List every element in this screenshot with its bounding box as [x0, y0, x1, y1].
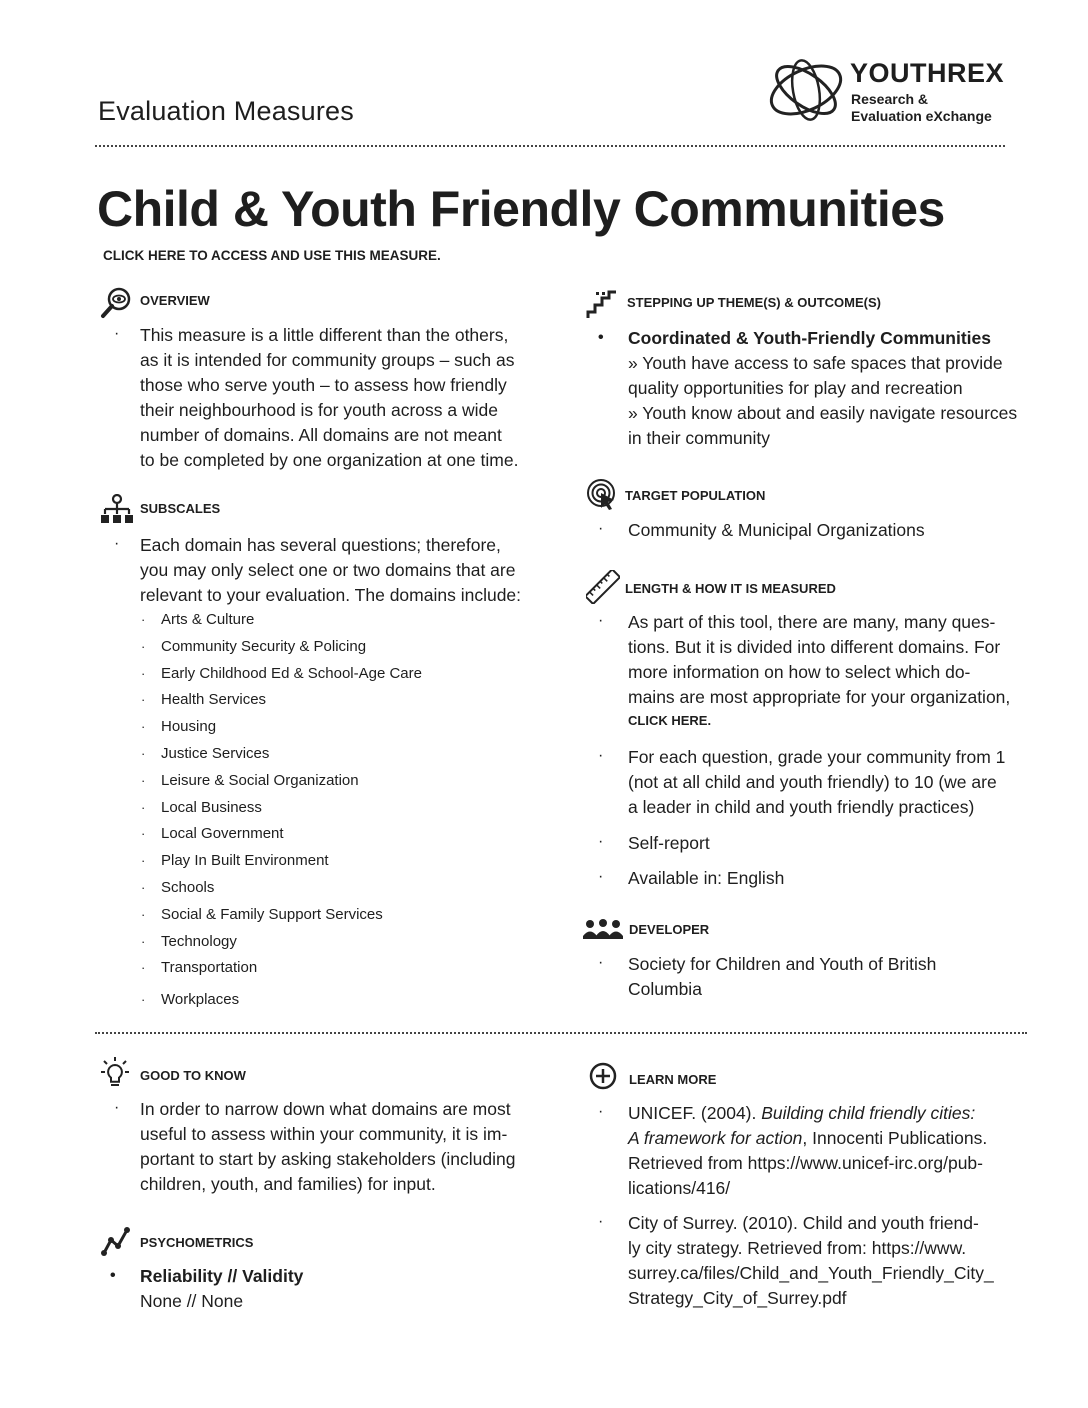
stairs-icon [586, 290, 618, 320]
stepping-up-heading: STEPPING UP THEME(S) & OUTCOME(S) [627, 295, 881, 310]
length-item-1: · As part of this tool, there are many, many ques- tions. But it is divided into different domains. For more information on how to select which do- mains are most appropriate for your organization, CLICK HERE. [628, 610, 1048, 732]
hierarchy-icon [100, 494, 134, 528]
lightbulb-icon [98, 1056, 132, 1090]
target-population-heading: TARGET POPULATION [625, 488, 766, 503]
plus-circle-icon [589, 1062, 617, 1090]
trend-line-icon [101, 1226, 131, 1256]
good-to-know-text: · In order to narrow down what domains are most useful to assess within your community, it is im- portant to start by asking stakeholders (including children, youth, and families) for input. [114, 1099, 516, 1194]
people-group-icon [582, 918, 624, 940]
access-measure-link[interactable]: CLICK HERE TO ACCESS AND USE THIS MEASURE. [103, 248, 441, 263]
overview-text: · This measure is a little different than the others, as it is intended for community groups – such as those who serve youth – to assess how friendly their neighbourhood is for youth across a wide number of domains. All domains are not meant to be completed by one organization at one time. [114, 325, 519, 470]
learn-more-heading: LEARN MORE [629, 1072, 717, 1087]
list-item: · Arts & Culture [141, 611, 255, 628]
list-item: · Justice Services [141, 744, 270, 762]
theme-title: Coordinated & Youth-Friendly Communities [628, 328, 991, 348]
domains-list [141, 607, 461, 1014]
list-item: · Workplaces [141, 991, 240, 1009]
list-item: · Leisure & Social Organization [141, 771, 359, 789]
subscales-heading: SUBSCALES [140, 501, 221, 516]
psychometrics-heading: PSYCHOMETRICS [140, 1235, 254, 1250]
page-title: Child & Youth Friendly Communities [97, 181, 945, 237]
length-item-2: · For each question, grade your community from 1 (not at all child and youth friendly) to 10 (we are a leader in child and youth friendly practices) [598, 747, 1006, 817]
list-item: · Local Government [141, 825, 284, 843]
list-item: · Housing [141, 718, 217, 736]
list-item: · Transportation [141, 959, 258, 977]
list-item: · Social & Family Support Services [141, 905, 383, 923]
list-item: · Health Services [141, 691, 267, 709]
target-population-content: · Community & Municipal Organizations [598, 520, 925, 540]
list-item: · Community Security & Policing [141, 637, 367, 655]
good-to-know-heading: GOOD TO KNOW [140, 1068, 246, 1083]
overview-heading: OVERVIEW [140, 293, 210, 308]
developer-content: · Society for Children and Youth of British Columbia [598, 954, 937, 999]
length-heading: LENGTH & HOW IT IS MEASURED [625, 581, 836, 596]
subscales-text: · Each domain has several questions; therefore, you may only select one or two domains that are relevant to your evaluation. The domains include: [114, 535, 522, 605]
header-divider [95, 145, 1005, 147]
developer-heading: DEVELOPER [629, 922, 710, 937]
reference-2: · City of Surrey. (2010). Child and youth friend- ly city strategy. Retrieved from: https://www. surrey.ca/files/Child_and_Youth_Friendly_City_ Strategy_City_of_Surrey.pdf [598, 1213, 994, 1308]
section-divider [95, 1032, 1027, 1034]
length-item-3: · Self-report [598, 833, 710, 853]
logo-name: YOUTHREX [850, 58, 1005, 88]
list-item: · Local Business [141, 798, 262, 816]
reference-1: · UNICEF. (2004). Building child friendly cities: A framework for action, Innocenti Publications. Retrieved from https://www.unicef-irc.org/pub- lications/416/ [598, 1103, 988, 1198]
stepping-up-content: • Coordinated & Youth-Friendly Communities » Youth have access to safe spaces that provide quality opportunities for play and recreation » Youth know about and easily navigate resources in their community [628, 326, 1048, 451]
list-item: · Play In Built Environment [141, 852, 329, 870]
list-item: · Early Childhood Ed & School-Age Care [141, 664, 422, 682]
ruler-icon [586, 570, 620, 604]
page-section-title: Evaluation Measures [98, 96, 354, 126]
magnifier-eye-icon [100, 286, 134, 320]
target-pointer-icon [586, 478, 620, 512]
psychometrics-content: • Reliability // Validity None // None [110, 1266, 304, 1311]
list-item: · Schools [141, 878, 215, 896]
list-item: · Technology [141, 932, 237, 950]
logo-subtitle: Research & Evaluation eXchange [851, 91, 992, 124]
click-here-link[interactable]: CLICK HERE. [628, 713, 712, 728]
length-item-4: · Available in: English [598, 868, 785, 888]
